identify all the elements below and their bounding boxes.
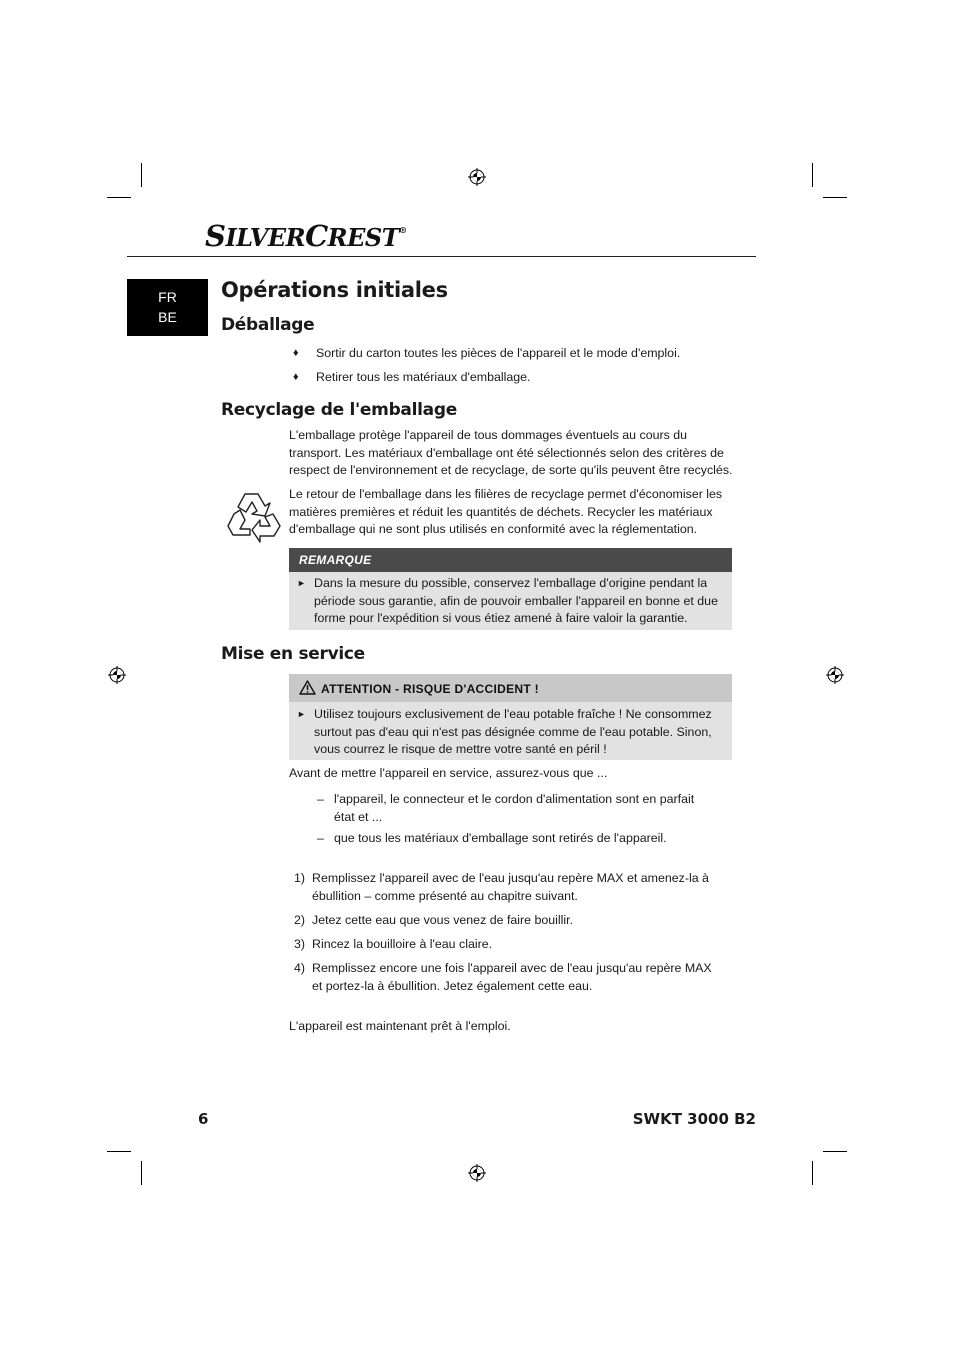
section-heading-unpacking: Déballage <box>221 315 315 335</box>
language-tab <box>127 279 208 336</box>
startup-intro: Avant de mettre l'appareil en service, assurez-vous que ... <box>289 766 608 780</box>
note-body <box>289 572 732 630</box>
registration-mark-icon <box>108 666 126 684</box>
warning-header <box>289 674 732 702</box>
crop-mark <box>141 163 142 187</box>
note-header <box>289 548 732 572</box>
crop-mark <box>107 1151 131 1152</box>
crop-mark <box>812 163 813 187</box>
model-number: SWKT 3000 B2 <box>632 1110 756 1128</box>
header-rule <box>127 256 756 257</box>
warning-triangle-icon <box>299 680 316 695</box>
registration-mark-icon <box>468 1164 486 1182</box>
warning-text: Utilisez toujours exclusivement de l'eau potable fraîche ! Ne consommez surtout pas d'eau qui n'est pas désignée comme de l'eau potable. Sinon, vous courrez le risque de mettre votre santé en péril ! <box>314 707 712 756</box>
arrow-icon: ► <box>297 709 306 719</box>
crop-mark <box>141 1161 142 1185</box>
recycling-paragraph: Le retour de l'emballage dans les filières de recyclage permet d'économiser les matières premières et réduit les quantités de déchets. Recycler les matériaux d'emballage qui ne sont plus utilisés en conformité avec la réglementation. <box>289 487 723 536</box>
page-number: 6 <box>198 1110 209 1128</box>
bullet-diamond: ♦ <box>293 347 299 359</box>
registration-mark-icon <box>468 168 486 186</box>
brand-logo: SILVERCREST® <box>205 219 407 253</box>
crop-mark <box>107 197 131 198</box>
note-label: REMARQUE <box>299 553 372 567</box>
bullet-diamond: ♦ <box>293 371 299 383</box>
ready-statement: L'appareil est maintenant prêt à l'emploi. <box>289 1019 511 1033</box>
warning-body <box>289 702 732 760</box>
page-title: Opérations initiales <box>221 278 448 302</box>
registration-mark-icon <box>826 666 844 684</box>
crop-mark <box>823 1151 847 1152</box>
recycle-icon <box>225 488 283 544</box>
language-code: FR <box>158 289 177 305</box>
crop-mark <box>812 1161 813 1185</box>
warning-label: ATTENTION - RISQUE D'ACCIDENT ! <box>321 682 539 696</box>
section-heading-startup: Mise en service <box>221 644 365 664</box>
recycling-paragraph: L'emballage protège l'appareil de tous dommages éventuels au cours du transport. Les matériaux d'emballage ont été sélectionnés selon des critères de respect de l'environnement et de recyclage, de sorte qu'ils peuvent être recyclés. <box>289 428 733 477</box>
crop-mark <box>823 197 847 198</box>
note-text: Dans la mesure du possible, conservez l'emballage d'origine pendant la période sous garantie, afin de pouvoir emballer l'appareil en bonne et due forme pour l'expédition si vous étiez amené à faire valoir la garantie. <box>314 576 718 625</box>
country-code: BE <box>158 309 177 325</box>
section-heading-recycling: Recyclage de l'emballage <box>221 400 457 420</box>
arrow-icon: ► <box>297 578 306 588</box>
